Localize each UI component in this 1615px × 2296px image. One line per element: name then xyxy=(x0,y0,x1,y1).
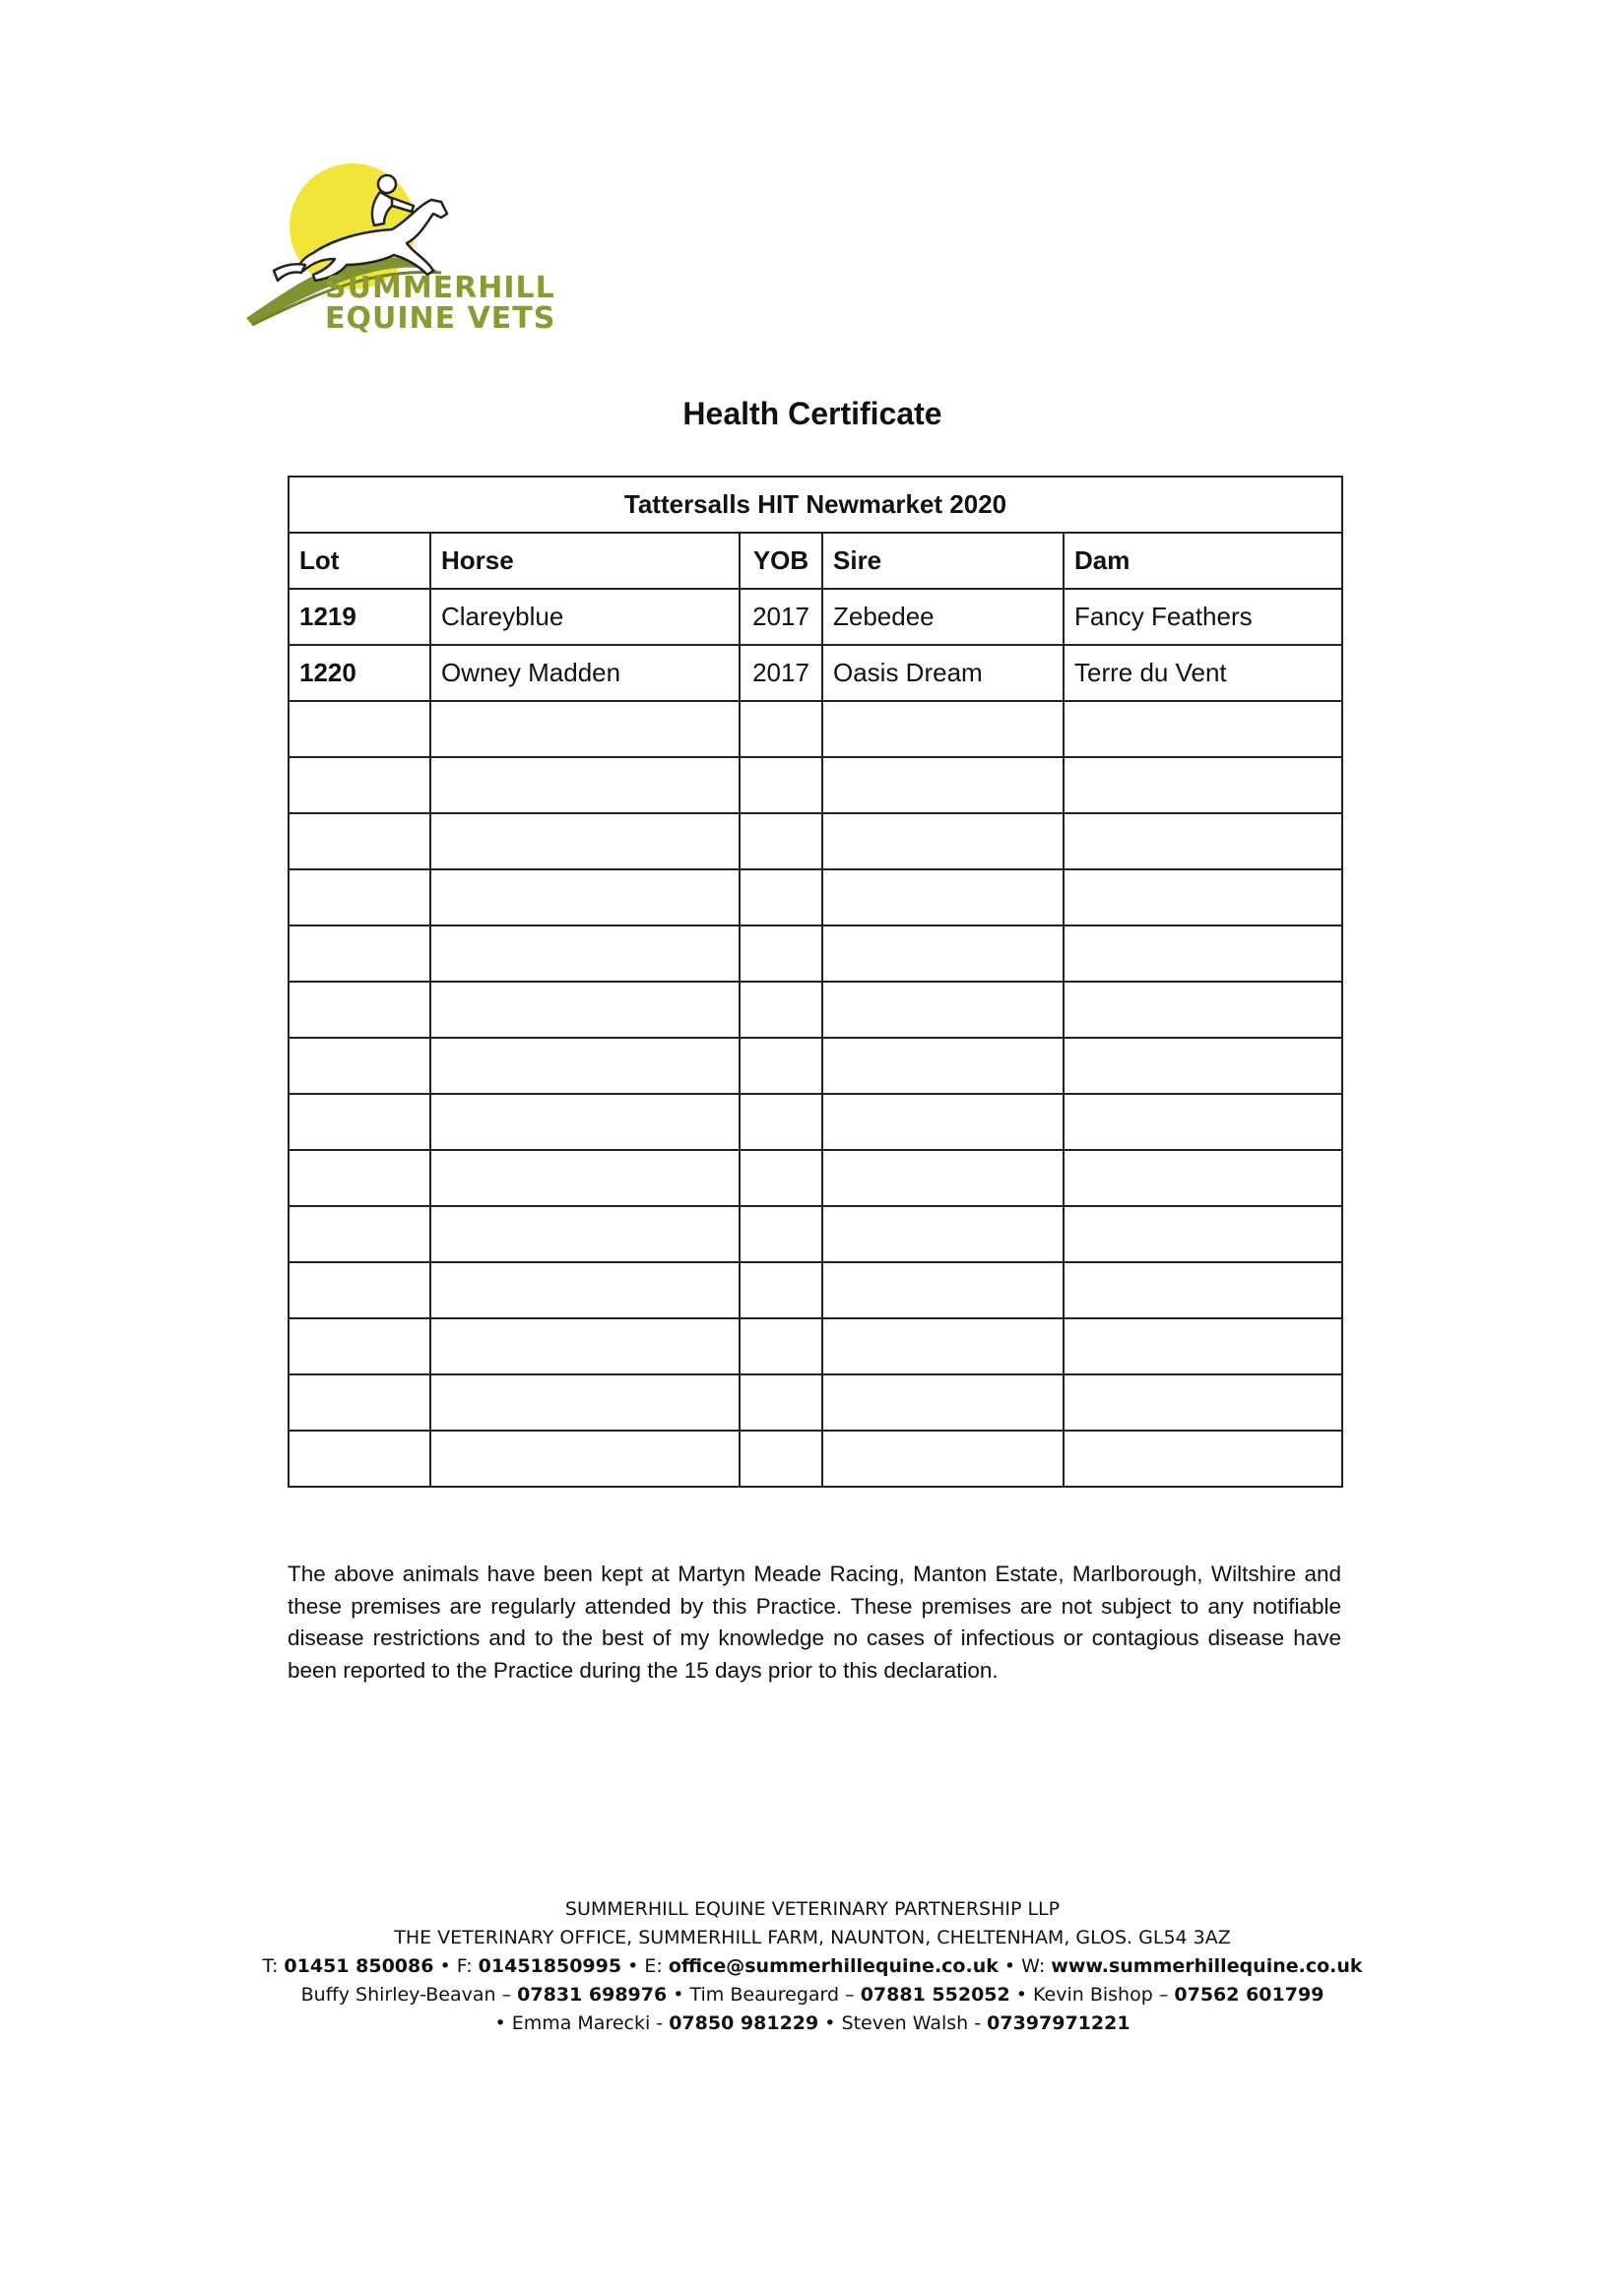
empty-cell xyxy=(822,1094,1064,1150)
footer-address: THE VETERINARY OFFICE, SUMMERHILL FARM, NAUNTON, CHELTENHAM, GLOS. GL54 3AZ xyxy=(394,1927,1231,1948)
empty-cell xyxy=(740,869,822,925)
empty-table-row xyxy=(289,982,1342,1038)
empty-table-row xyxy=(289,1262,1342,1318)
empty-cell xyxy=(822,1374,1064,1431)
footer-contact-line: T: 01451 850086 • F: 01451850995 • E: office@summerhillequine.co.uk • W: www.summerhillequine.co.uk xyxy=(262,1955,1363,1977)
fax-number: 01451850995 xyxy=(478,1955,622,1977)
empty-cell xyxy=(822,1318,1064,1374)
empty-cell xyxy=(740,1262,822,1318)
email-label: E: xyxy=(644,1955,663,1977)
footer-company: SUMMERHILL EQUINE VETERINARY PARTNERSHIP LLP xyxy=(564,1898,1061,1920)
empty-cell xyxy=(822,1431,1064,1487)
empty-cell xyxy=(822,982,1064,1038)
vet-name: Tim Beauregard xyxy=(689,1984,840,2006)
empty-cell xyxy=(430,925,740,982)
empty-cell xyxy=(822,869,1064,925)
empty-cell xyxy=(430,1431,740,1487)
phone-label: T: xyxy=(262,1955,279,1977)
empty-cell xyxy=(1064,1374,1342,1431)
table-row xyxy=(289,589,1342,645)
header-dam: Dam xyxy=(1064,533,1342,589)
vet-phone: 07831 698976 xyxy=(517,1984,668,2006)
empty-cell xyxy=(430,1374,740,1431)
vet-phone: 07881 552052 xyxy=(860,1984,1010,2006)
cell-sire: Zebedee xyxy=(822,589,1064,645)
empty-cell xyxy=(1064,813,1342,869)
cell-yob: 2017 xyxy=(740,589,822,645)
empty-cell xyxy=(740,1431,822,1487)
empty-cell xyxy=(289,1150,430,1206)
vet-phone: 07562 601799 xyxy=(1174,1984,1324,2006)
empty-cell xyxy=(430,757,740,813)
empty-cell xyxy=(822,1262,1064,1318)
empty-cell xyxy=(289,1318,430,1374)
empty-cell xyxy=(430,1150,740,1206)
empty-cell xyxy=(430,701,740,757)
cell-lot: 1219 xyxy=(289,589,430,645)
empty-cell xyxy=(1064,1038,1342,1094)
email-address: office@summerhillequine.co.uk xyxy=(668,1955,999,1977)
empty-cell xyxy=(289,701,430,757)
vet-phone: 07397971221 xyxy=(987,2012,1130,2034)
empty-cell xyxy=(289,813,430,869)
phone-number: 01451 850086 xyxy=(284,1955,434,1977)
empty-cell xyxy=(1064,757,1342,813)
empty-cell xyxy=(740,1318,822,1374)
practice-logo xyxy=(244,162,556,340)
cell-yob: 2017 xyxy=(740,645,822,701)
vet-phone: 07850 981229 xyxy=(669,2012,819,2034)
fax-label: F: xyxy=(456,1955,473,1977)
empty-cell xyxy=(430,1094,740,1150)
logo-text-line1: SUMMERHILL xyxy=(325,271,555,305)
table-header-row xyxy=(289,533,1342,589)
empty-cell xyxy=(822,1150,1064,1206)
empty-cell xyxy=(430,982,740,1038)
empty-table-row xyxy=(289,1094,1342,1150)
empty-table-row xyxy=(289,813,1342,869)
empty-cell xyxy=(1064,925,1342,982)
horse-table xyxy=(288,476,1343,1488)
logo-text-line2: EQUINE VETS xyxy=(325,301,556,336)
table-event-row xyxy=(289,477,1342,533)
empty-cell xyxy=(1064,1262,1342,1318)
table-row xyxy=(289,645,1342,701)
cell-sire: Oasis Dream xyxy=(822,645,1064,701)
empty-cell xyxy=(1064,1206,1342,1262)
header-yob: YOB xyxy=(740,533,822,589)
empty-cell xyxy=(740,1206,822,1262)
empty-table-row xyxy=(289,701,1342,757)
empty-cell xyxy=(1064,1150,1342,1206)
empty-cell xyxy=(822,813,1064,869)
empty-cell xyxy=(430,869,740,925)
cell-horse: Clareyblue xyxy=(430,589,740,645)
footer-vets-line2: • Emma Marecki - 07850 981229 • Steven Walsh - 07397971221 xyxy=(494,2012,1130,2034)
empty-cell xyxy=(740,925,822,982)
empty-cell xyxy=(740,813,822,869)
empty-cell xyxy=(822,1206,1064,1262)
empty-table-row xyxy=(289,1318,1342,1374)
empty-cell xyxy=(1064,701,1342,757)
empty-cell xyxy=(289,1262,430,1318)
empty-cell xyxy=(430,1318,740,1374)
declaration-text: The above animals have been kept at Martyn Meade Racing, Manton Estate, Marlborough, Wiltshire and these premises are regularly attended by this Practice. These premises are not subject to any notifiable disease restrictions and to the best of my knowledge no cases of infectious or contagious disease have been reported to the Practice during the 15 days prior to this declaration. xyxy=(288,1562,1341,1683)
empty-cell xyxy=(1064,1431,1342,1487)
vet-name: Buffy Shirley-Beavan xyxy=(300,1984,496,2006)
empty-cell xyxy=(289,1094,430,1150)
empty-cell xyxy=(289,1374,430,1431)
empty-cell xyxy=(740,757,822,813)
empty-cell xyxy=(1064,1318,1342,1374)
empty-cell xyxy=(430,1038,740,1094)
event-name: Tattersalls HIT Newmarket 2020 xyxy=(289,477,1342,533)
web-label: W: xyxy=(1021,1955,1046,1977)
empty-table-row xyxy=(289,1431,1342,1487)
empty-table-row xyxy=(289,757,1342,813)
empty-table-row xyxy=(289,1150,1342,1206)
web-address: www.summerhillequine.co.uk xyxy=(1051,1955,1363,1977)
header-horse: Horse xyxy=(430,533,740,589)
empty-cell xyxy=(740,701,822,757)
vet-name: Kevin Bishop xyxy=(1033,1984,1153,2006)
empty-cell xyxy=(289,1431,430,1487)
empty-table-row xyxy=(289,869,1342,925)
empty-cell xyxy=(740,1374,822,1431)
cell-lot: 1220 xyxy=(289,645,430,701)
header-sire: Sire xyxy=(822,533,1064,589)
empty-cell xyxy=(430,813,740,869)
empty-cell xyxy=(1064,982,1342,1038)
empty-table-row xyxy=(289,1206,1342,1262)
empty-cell xyxy=(430,1206,740,1262)
vet-name: Emma Marecki xyxy=(511,2012,651,2034)
cell-horse: Owney Madden xyxy=(430,645,740,701)
empty-table-row xyxy=(289,925,1342,982)
empty-cell xyxy=(822,1038,1064,1094)
empty-cell xyxy=(289,869,430,925)
cell-dam: Terre du Vent xyxy=(1064,645,1342,701)
empty-cell xyxy=(822,925,1064,982)
empty-table-row xyxy=(289,1374,1342,1431)
empty-cell xyxy=(289,1038,430,1094)
vet-name: Steven Walsh xyxy=(841,2012,969,2034)
empty-cell xyxy=(740,982,822,1038)
empty-cell xyxy=(740,1094,822,1150)
empty-cell xyxy=(822,701,1064,757)
empty-cell xyxy=(289,982,430,1038)
empty-cell xyxy=(822,757,1064,813)
empty-cell xyxy=(430,1262,740,1318)
empty-cell xyxy=(740,1150,822,1206)
empty-cell xyxy=(289,1206,430,1262)
empty-cell xyxy=(1064,869,1342,925)
cell-dam: Fancy Feathers xyxy=(1064,589,1342,645)
header-lot: Lot xyxy=(289,533,430,589)
empty-cell xyxy=(289,757,430,813)
empty-table-row xyxy=(289,1038,1342,1094)
page-title: Health Certificate xyxy=(682,396,942,431)
empty-cell xyxy=(289,925,430,982)
footer xyxy=(0,1895,1615,2038)
empty-cell xyxy=(1064,1094,1342,1150)
footer-vets-line1: Buffy Shirley-Beavan – 07831 698976 • Tim Beauregard – 07881 552052 • Kevin Bishop – 07562 601799 xyxy=(300,1984,1324,2006)
empty-cell xyxy=(740,1038,822,1094)
